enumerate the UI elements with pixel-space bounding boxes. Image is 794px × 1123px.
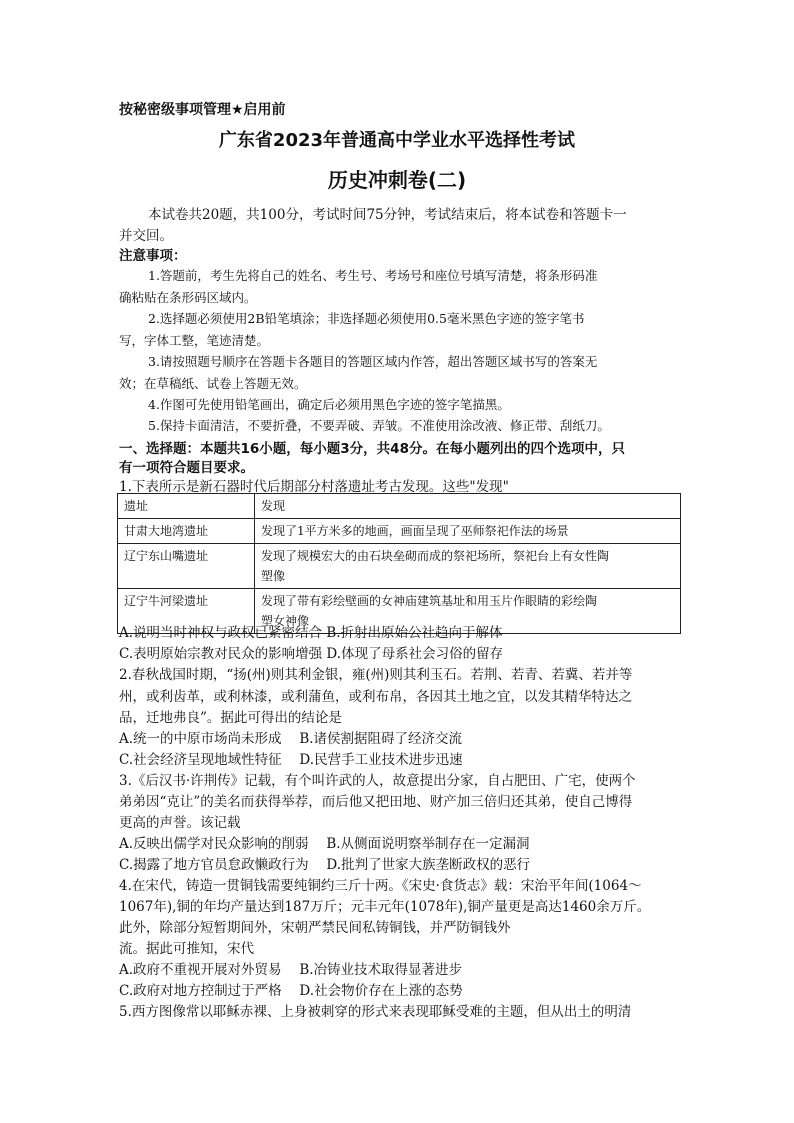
table-cell-site: 辽宁东山嘴遗址 [118, 544, 255, 589]
table-cell-finding: 发现了规模宏大的由石块垒砌而成的祭祀场所，祭祀台上有女性陶 塑像 [255, 544, 681, 589]
intro-line: 并交回。 [119, 228, 173, 244]
notes-line: 效；在草稿纸、试卷上答题无效。 [119, 376, 307, 391]
question-stem: 1067年),铜的年均产量达到187万斤；元丰元年(1078年),铜产量更是高达1460余万斤。 [119, 899, 651, 915]
question-stem: 州，或利齿革，或利林漆，或利蒲鱼，或利布帛，各因其土地之宜，以发其精华特达之 [119, 689, 632, 705]
question-stem: 此外，除部分短暂期间外，宋朝严禁民间私铸铜钱，并严防铜钱外 [119, 920, 511, 936]
options-line: A.统一的中原市场尚未形成 B.诸侯割据阻碍了经济交流 [119, 731, 463, 747]
table-cell-site: 辽宁牛河梁遗址 [118, 589, 255, 634]
notes-line: 写，字体工整，笔迹清楚。 [119, 333, 270, 348]
table-cell-finding: 发现了带有彩绘壁画的女神庙建筑基址和用玉片作眼睛的彩绘陶 塑女神像 [255, 589, 681, 634]
table-header-row [118, 494, 681, 519]
question-stem: 品，迁地弗良”。据此可得出的结论是 [119, 710, 342, 726]
question-stem: 4.在宋代，铸造一贯铜钱需要纯铜约三斤十两。《宋史·食货志》载：宋治平年间(1064～ [119, 878, 642, 894]
table-cell-finding: 发现了1平方米多的地画，画面呈现了巫师祭祀作法的场景 [255, 519, 681, 544]
paper-title: 历史冲刺卷(二) [327, 168, 467, 192]
options-line: C.揭露了地方官员怠政懒政行为 D.批判了世家大族垄断政权的恶行 [119, 857, 531, 873]
secret-label: 按秘密级事项管理★启用前 [119, 102, 286, 118]
section-heading: 有一项符合题目要求。 [119, 460, 254, 476]
question-stem: 流。据此可推知，宋代 [119, 941, 254, 957]
question-stem: 更高的声誉。该记载 [119, 815, 241, 831]
question-stem: 2.春秋战国时期，“扬(州)则其利金银，雍(州)则其利玉石。若荆、若青、若冀、若并等 [119, 667, 633, 683]
table-row [118, 519, 681, 544]
table-header-cell: 发现 [255, 494, 681, 519]
findings-table [117, 493, 681, 634]
exam-title: 广东省2023年普通高中学业水平选择性考试 [218, 130, 576, 151]
options-line: A.反映出儒学对民众影响的削弱 B.从侧面说明察举制存在一定漏洞 [119, 836, 530, 852]
options-line: C.表明原始宗教对民众的影响增强 D.体现了母系社会习俗的留存 [119, 646, 504, 662]
table-cell-site: 甘肃大地湾遗址 [118, 519, 255, 544]
options-line: C.社会经济呈现地域性特征 D.民营手工业技术进步迅速 [119, 752, 463, 768]
options-line: A.政府不重视开展对外贸易 B.冶铸业技术取得显著进步 [119, 962, 463, 978]
intro-line: 本试卷共20题，共100分，考试时间75分钟，考试结束后，将本试卷和答题卡一 [148, 207, 627, 223]
table-row [118, 544, 681, 589]
notes-line: 确粘贴在条形码区域内。 [119, 290, 257, 305]
options-line: C.政府对地方控制过于严格 D.社会物价存在上涨的态势 [119, 983, 463, 999]
notes-line: 1.答题前，考生先将自己的姓名、考生号、考场号和座位号填写清楚，将条形码准 [148, 268, 598, 283]
question-stem: 弟弟因“克让”的美名而获得举荐，而后他又把田地、财产加三倍归还其弟，使自己博得 [119, 794, 633, 810]
notes-line: 4.作图可先使用铅笔画出，确定后必须用黑色字迹的签字笔描黑。 [148, 397, 510, 412]
question-stem: 3.《后汉书·许荆传》记载，有个叫许武的人，故意提出分家，自占肥田、广宅，使两个 [119, 773, 636, 789]
section-heading: 一、选择题：本题共16小题，每小题3分，共48分。在每小题列出的四个选项中，只 [119, 441, 625, 457]
notes-line: 2.选择题必须使用2B铅笔填涂；非选择题必须使用0.5毫米黑色字迹的签字笔书 [148, 311, 585, 326]
question-stem: 5.西方图像常以耶稣赤裸、上身被刺穿的形式来表现耶稣受难的主题，但从出土的明清 [119, 1004, 632, 1020]
options-line: A.说明当时神权与政权已紧密结合 B.折射出原始公社趋向于解体 [119, 625, 503, 641]
table-header-cell: 遗址 [118, 494, 255, 519]
notes-line: 3.请按照题号顺序在答题卡各题目的答题区域内作答，超出答题区域书写的答案无 [148, 354, 598, 369]
notes-line: 5.保持卡面清洁，不要折叠，不要弄破、弄皱。不准使用涂改液、修正带、刮纸刀。 [148, 418, 610, 433]
question-stem: 1.下表所示是新石器时代后期部分村落遗址考古发现。这些"发现" [119, 479, 509, 495]
notes-heading: 注意事项： [119, 248, 187, 264]
